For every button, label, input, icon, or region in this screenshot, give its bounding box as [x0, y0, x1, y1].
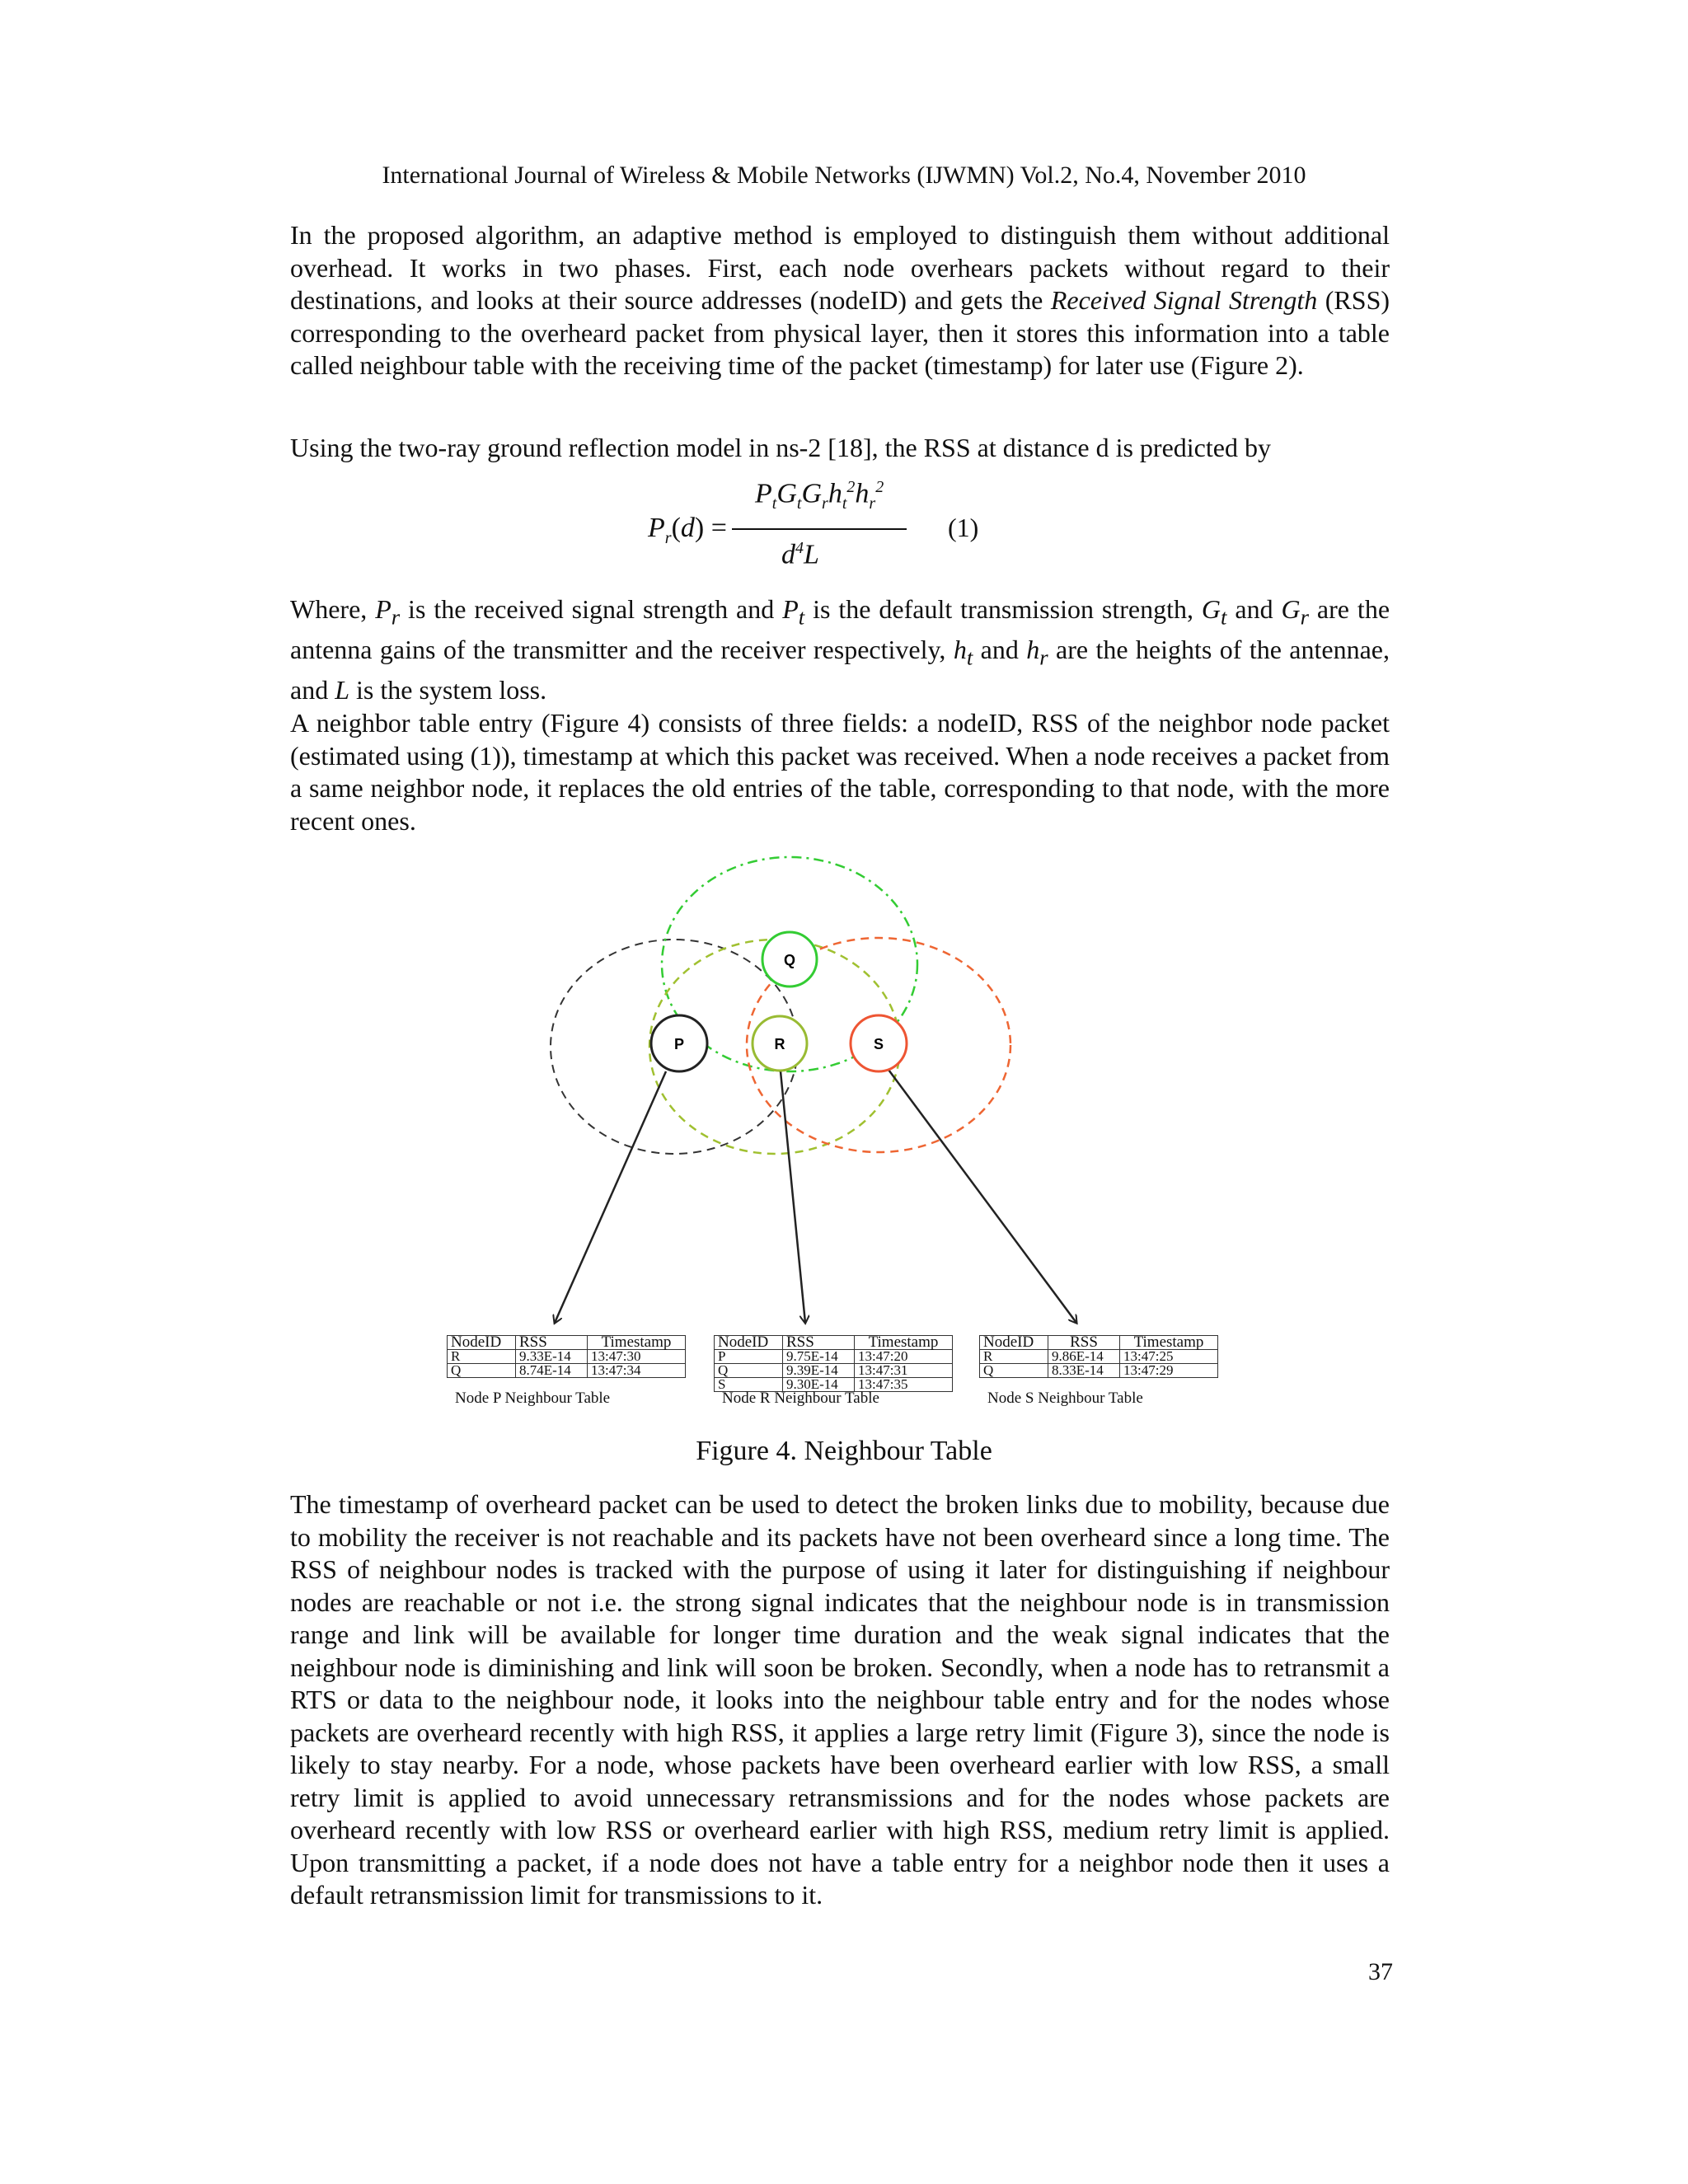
table-row: Q 9.39E-14 13:47:31: [715, 1364, 953, 1378]
node-s-table-title: Node S Neighbour Table: [987, 1390, 1143, 1407]
node-p-neighbour-table: [447, 1335, 686, 1378]
table-row: Q 8.74E-14 13:47:34: [448, 1364, 686, 1378]
page-number: 37: [1368, 1958, 1393, 1985]
arrow-s-table: [889, 1070, 1076, 1323]
arrow-r-table: [781, 1071, 805, 1323]
node-r-table-title: Node R Neighbour Table: [722, 1390, 879, 1407]
table-header-row: NodeID RSS Timestamp: [980, 1336, 1218, 1350]
paragraph-3: Where, $P_r$ is the received signal strength and $P_t$ is the default transmission strength, $G_t$ and $G_r$ are the antenna gains of the transmitter and the receiver respectively, $h_t$ and $h_r$ are the heights of the antennae, and L is the system loss.: [290, 594, 1390, 705]
table-row: R 9.86E-14 13:47:25: [980, 1350, 1218, 1364]
node-s-neighbour-table: [979, 1335, 1218, 1378]
node-q-label: Q: [783, 952, 796, 968]
node-s-label: S: [873, 1036, 884, 1052]
arrow-p-table: [555, 1071, 666, 1323]
paragraph-1: In the proposed algorithm, an adaptive method is employed to distinguish them without additional overhead. It works in two phases. First, each node overhears packets without regard to their destinations, and looks at their source addresses (nodeID) and gets the Received Signal Strength (RSS) corresponding to the overheard packet from physical layer, then it stores this information into a table called neighbour table with the receiving time of the packet (timestamp) for later use (Figure 2).: [290, 220, 1390, 380]
equation-lhs: $P_r(d)$ =: [648, 513, 727, 547]
running-header: International Journal of Wireless & Mobile Networks (IJWMN) Vol.2, No.4, November 2010: [382, 162, 1306, 189]
table-row: P 9.75E-14 13:47:20: [715, 1350, 953, 1364]
table-row: R 9.33E-14 13:47:30: [448, 1350, 686, 1364]
table-header-row: NodeID RSS Timestamp: [448, 1336, 686, 1350]
equation-number: (1): [948, 513, 979, 542]
table-row: S 9.30E-14 13:47:35: [715, 1378, 953, 1392]
figure-caption: Figure 4. Neighbour Table: [696, 1436, 992, 1466]
paragraph-4: A neighbor table entry (Figure 4) consists of three fields: a nodeID, RSS of the neighbor node packet (estimated using (1)), timestamp at which this packet was received. When a node receives a packet from a same neighbor node, it replaces the old entries of the table, corresponding to that node, with the more recent ones.: [290, 708, 1390, 836]
equation-numerator: $P_tG_tG_rh_t^2h_r^2$: [755, 478, 884, 513]
table-row: Q 8.33E-14 13:47:29: [980, 1364, 1218, 1378]
node-r-neighbour-table: [714, 1335, 953, 1392]
node-p-label: P: [673, 1036, 685, 1052]
node-r-label: R: [774, 1036, 785, 1052]
equation-denominator: $d^4L$: [781, 539, 819, 570]
paragraph-2: Using the two-ray ground reflection model in ns-2 [18], the RSS at distance d is predicted by: [290, 433, 1271, 462]
node-p-table-title: Node P Neighbour Table: [455, 1390, 611, 1407]
table-header-row: NodeID RSS Timestamp: [715, 1336, 953, 1350]
paragraph-5: The timestamp of overheard packet can be used to detect the broken links due to mobility, because due to mobility the receiver is not reachable and its packets have not been overheard since a long time. The RSS of neighbour nodes is tracked with the purpose of using it later for distinguishing if neighbour nodes are reachable or not i.e. the strong signal indicates that the neighbour node is in transmission range and link will be available for longer time duration and the weak signal indicates that the neighbour node is diminishing and link will soon be broken. Secondly, when a node has to retransmit a RTS or data to the neighbour node, it looks into the neighbour table entry and for the nodes whose packets are overheard recently with high RSS, it applies a large retry limit (Figure 3), since the node is likely to stay nearby. For a node, whose packets have been overheard earlier with low RSS, a small retry limit is applied to avoid unnecessary retransmissions and for the nodes whose packets are overheard recently with low RSS or overheard earlier with high RSS, medium retry limit is applied. Upon transmitting a packet, if a node does not have a table entry for a neighbor node then it uses a default retransmission limit for transmissions to it.: [290, 1489, 1390, 1910]
